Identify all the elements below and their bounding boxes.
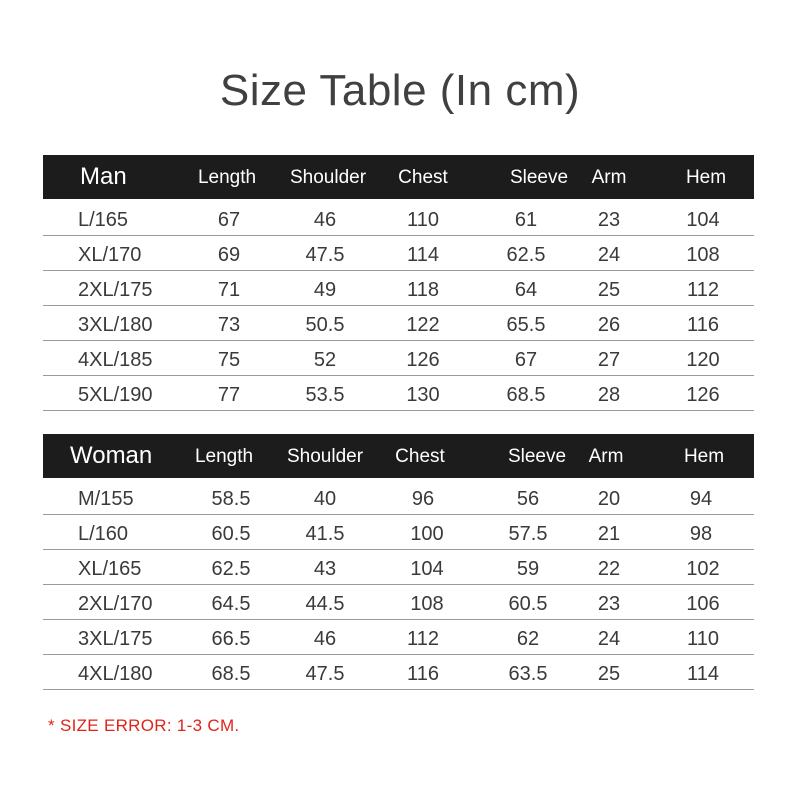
cell-length: 67 xyxy=(217,209,241,231)
cell-shoulder: 44.5 xyxy=(305,593,345,615)
cell-size: XL/170 xyxy=(78,244,142,266)
cell-chest: 118 xyxy=(407,279,439,301)
cell-sleeve: 60.5 xyxy=(508,593,548,615)
cell-chest: 114 xyxy=(407,244,439,266)
cell-shoulder: 50.5 xyxy=(305,314,345,336)
cell-arm: 23 xyxy=(597,209,621,231)
cell-hem: 116 xyxy=(687,314,719,336)
cell-chest: 126 xyxy=(406,349,440,371)
col-header-hem: Hem xyxy=(685,167,727,188)
cell-shoulder: 46 xyxy=(313,628,337,650)
cell-sleeve: 63.5 xyxy=(508,663,548,685)
col-header-sleeve: Sleeve xyxy=(507,446,567,467)
cell-shoulder: 41.5 xyxy=(305,523,345,545)
cell-length: 62.5 xyxy=(211,558,251,580)
table-row xyxy=(43,236,754,271)
cell-size: 5XL/190 xyxy=(78,384,153,406)
cell-size: 3XL/175 xyxy=(78,628,153,650)
cell-arm: 28 xyxy=(597,384,621,406)
cell-arm: 21 xyxy=(597,523,621,545)
cell-size: 4XL/180 xyxy=(78,663,153,685)
cell-sleeve: 62 xyxy=(516,628,540,650)
table-row xyxy=(43,655,754,690)
cell-size: 3XL/180 xyxy=(78,314,153,336)
page-title: Size Table (In cm) xyxy=(219,66,581,115)
table-row xyxy=(43,550,754,585)
table-row xyxy=(43,376,754,411)
table-row xyxy=(43,515,754,550)
cell-size: L/165 xyxy=(78,209,129,231)
cell-hem: 112 xyxy=(687,279,719,301)
cell-length: 73 xyxy=(217,314,241,336)
cell-shoulder: 40 xyxy=(313,488,337,510)
cell-length: 66.5 xyxy=(211,628,251,650)
cell-shoulder: 52 xyxy=(313,349,337,371)
cell-chest: 112 xyxy=(407,628,439,650)
cell-length: 77 xyxy=(217,384,241,406)
cell-arm: 27 xyxy=(597,349,621,371)
cell-hem: 120 xyxy=(686,349,720,371)
col-header-length: Length xyxy=(197,167,257,188)
cell-sleeve: 56 xyxy=(516,488,540,510)
cell-chest: 104 xyxy=(410,558,444,580)
cell-sleeve: 68.5 xyxy=(506,384,546,406)
cell-hem: 98 xyxy=(689,523,713,545)
cell-chest: 108 xyxy=(410,593,444,615)
cell-size: XL/165 xyxy=(78,558,142,580)
cell-sleeve: 57.5 xyxy=(508,523,548,545)
col-header-sleeve: Sleeve xyxy=(509,167,569,188)
table-header xyxy=(43,155,754,199)
cell-shoulder: 46 xyxy=(313,209,337,231)
col-header-chest: Chest xyxy=(395,446,445,467)
table-row xyxy=(43,271,754,306)
col-header-hem: Hem xyxy=(683,446,725,467)
table-body xyxy=(43,478,754,690)
cell-shoulder: 47.5 xyxy=(305,663,345,685)
cell-size: 2XL/175 xyxy=(78,279,153,301)
cell-hem: 106 xyxy=(686,593,720,615)
cell-chest: 116 xyxy=(407,663,439,685)
cell-chest: 100 xyxy=(410,523,444,545)
cell-shoulder: 49 xyxy=(313,279,337,301)
cell-arm: 26 xyxy=(597,314,621,336)
table-body xyxy=(43,199,754,411)
table-row xyxy=(43,480,754,515)
table-row xyxy=(43,306,754,341)
cell-chest: 130 xyxy=(406,384,440,406)
cell-arm: 24 xyxy=(597,628,621,650)
woman-size-table xyxy=(43,434,754,690)
cell-size: 4XL/185 xyxy=(78,349,153,371)
table-row xyxy=(43,620,754,655)
cell-hem: 94 xyxy=(689,488,713,510)
cell-arm: 22 xyxy=(597,558,621,580)
col-header-arm: Arm xyxy=(591,167,627,188)
cell-arm: 20 xyxy=(597,488,621,510)
cell-length: 69 xyxy=(217,244,241,266)
col-header-shoulder: Shoulder xyxy=(289,167,367,188)
cell-sleeve: 67 xyxy=(514,349,538,371)
cell-sleeve: 61 xyxy=(514,209,538,231)
table-row xyxy=(43,201,754,236)
cell-length: 71 xyxy=(217,279,241,301)
col-header-shoulder: Shoulder xyxy=(286,446,364,467)
cell-chest: 122 xyxy=(406,314,440,336)
cell-length: 60.5 xyxy=(211,523,251,545)
cell-size: L/160 xyxy=(78,523,129,545)
cell-sleeve: 59 xyxy=(516,558,540,580)
group-label: Man xyxy=(80,163,127,190)
man-size-table xyxy=(43,155,754,411)
cell-size: 2XL/170 xyxy=(78,593,153,615)
cell-hem: 114 xyxy=(687,663,719,685)
col-header-arm: Arm xyxy=(588,446,624,467)
table-header xyxy=(43,434,754,478)
cell-size: M/155 xyxy=(78,488,134,510)
cell-shoulder: 43 xyxy=(313,558,337,580)
cell-arm: 23 xyxy=(597,593,621,615)
cell-hem: 110 xyxy=(687,628,719,650)
cell-length: 58.5 xyxy=(211,488,251,510)
cell-chest: 96 xyxy=(411,488,435,510)
cell-length: 68.5 xyxy=(211,663,251,685)
col-header-chest: Chest xyxy=(398,167,448,188)
cell-shoulder: 53.5 xyxy=(305,384,345,406)
cell-arm: 25 xyxy=(597,663,621,685)
table-row xyxy=(43,341,754,376)
cell-hem: 102 xyxy=(686,558,720,580)
cell-chest: 110 xyxy=(407,209,439,231)
col-header-length: Length xyxy=(194,446,254,467)
group-label: Woman xyxy=(70,442,153,469)
cell-arm: 24 xyxy=(597,244,621,266)
cell-hem: 108 xyxy=(686,244,720,266)
cell-arm: 25 xyxy=(597,279,621,301)
size-error-note: * SIZE ERROR: 1-3 CM. xyxy=(48,716,240,735)
cell-sleeve: 64 xyxy=(514,279,538,301)
table-row xyxy=(43,585,754,620)
cell-shoulder: 47.5 xyxy=(305,244,345,266)
cell-sleeve: 65.5 xyxy=(506,314,546,336)
cell-length: 75 xyxy=(217,349,241,371)
cell-sleeve: 62.5 xyxy=(506,244,546,266)
cell-hem: 126 xyxy=(686,384,720,406)
cell-hem: 104 xyxy=(686,209,720,231)
cell-length: 64.5 xyxy=(211,593,251,615)
